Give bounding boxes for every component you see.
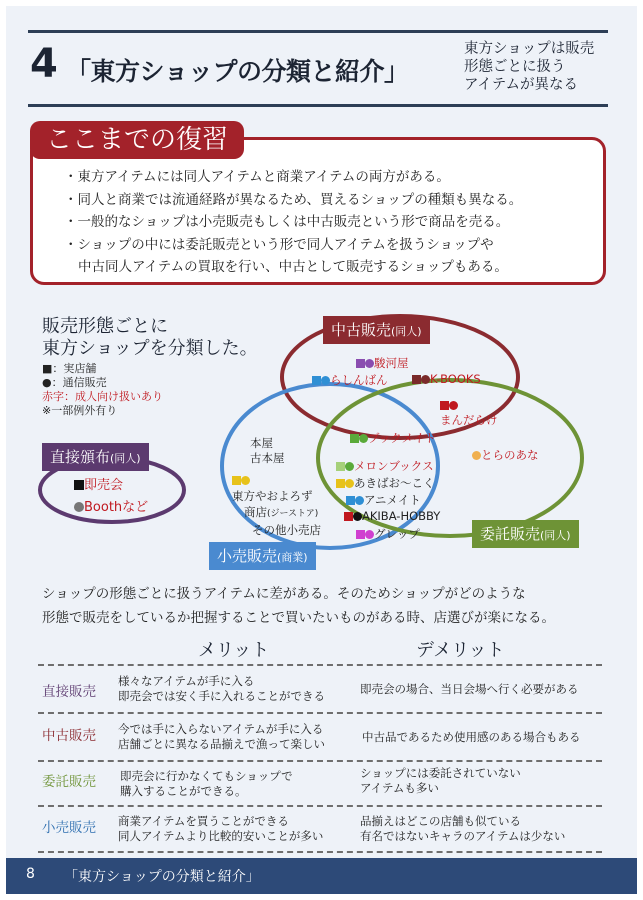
store-square-icon xyxy=(356,359,365,368)
merit-consign: 即売会に行かなくてもショップで 購入することができる。 xyxy=(120,769,293,798)
review-title: ここまでの復習 xyxy=(30,121,244,159)
table-divider xyxy=(38,805,602,807)
shop-melonbooks: メロンブックス xyxy=(336,458,434,474)
mail-circle-icon xyxy=(472,451,481,460)
shop-bookmate: ブックメイト xyxy=(350,430,436,446)
store-square-icon xyxy=(312,376,321,385)
shop-akibaokoku: あきばお～こく xyxy=(336,475,435,491)
review-item: 中古同人アイテムの買取を行い、中古として販売するショップもある。 xyxy=(78,259,508,275)
footer-title: 「東方ショップの分類と紹介」 xyxy=(64,869,260,885)
store-square-icon xyxy=(344,512,353,521)
row-label-retail: 小売販売 xyxy=(42,820,96,836)
row-label-used: 中古販売 xyxy=(42,728,96,744)
shop-toranoana: とらのあな xyxy=(472,447,539,463)
legend-mail: ●：通信販売 xyxy=(42,376,107,389)
review-item: ・同人と商業では流通経路が異なるため、買えるショップの種類も異なる。 xyxy=(64,191,523,208)
header-bottom-rule xyxy=(28,104,608,107)
page-number: 8 xyxy=(26,866,35,882)
review-list xyxy=(64,166,522,279)
store-square-icon xyxy=(440,401,449,410)
mail-circle-icon xyxy=(365,530,374,539)
review-item: ・東方アイテムには同人アイテムと商業アイテムの両方がある。 xyxy=(64,169,450,185)
header-top-rule xyxy=(28,30,608,33)
chapter-subtitle: 東方ショップは販売 形態ごとに扱う アイテムが異なる xyxy=(464,41,595,93)
store-square-icon xyxy=(336,462,345,471)
demerit-header: デメリット xyxy=(416,640,505,661)
store-square-icon xyxy=(336,479,345,488)
store-square-icon xyxy=(356,530,365,539)
mail-circle-icon xyxy=(365,359,374,368)
review-item: ・一般的なショップは小売販売もしくは中古販売という形で商品を売る。 xyxy=(64,214,510,230)
chapter-title: 「東方ショップの分類と紹介」 xyxy=(66,57,409,86)
shop-yaoyorozu: 東方やおよろず 商店(ジーストア) その他小売店 xyxy=(232,472,321,538)
mail-circle-icon xyxy=(355,496,364,505)
store-square-icon xyxy=(74,480,84,490)
direct-items: 即売会 Boothなど xyxy=(74,475,148,519)
mail-circle-icon xyxy=(74,502,84,512)
tag-used: 中古販売(同人) xyxy=(323,316,430,344)
mail-circle-icon xyxy=(421,375,430,384)
venn-diagram xyxy=(0,300,643,590)
mail-circle-icon xyxy=(353,512,362,521)
mail-circle-icon xyxy=(241,476,250,485)
store-square-icon xyxy=(232,476,241,485)
tag-direct: 直接頒布(同人) xyxy=(42,443,149,471)
classification-heading: 販売形態ごとに 東方ショップを分類した。 xyxy=(42,316,258,359)
table-divider xyxy=(38,712,602,714)
shop-mandarake: まんだらけ xyxy=(440,398,498,428)
mail-circle-icon xyxy=(345,462,354,471)
merit-used: 今では手に入らないアイテムが手に入る 店舗ごとに異なる品揃えで漁って楽しい xyxy=(118,722,325,751)
review-item: ・ショップの中には委託販売という形で同人アイテムを扱うショップや xyxy=(64,236,494,253)
row-label-consign: 委託販売 xyxy=(42,774,96,790)
legend-store: ■：実店舗 xyxy=(42,362,97,375)
shop-rashinban: らしんばん xyxy=(312,372,388,388)
row-label-direct: 直接販売 xyxy=(42,684,96,700)
store-square-icon xyxy=(346,496,355,505)
mail-circle-icon xyxy=(359,434,368,443)
store-square-icon xyxy=(350,434,359,443)
summary-paragraph: ショップの形態ごとに扱うアイテムに差がある。そのためショップがどのような 形態で販売をしているか把握することで買いたいものがある時、店選びが楽になる。 xyxy=(42,586,555,626)
table-divider xyxy=(38,664,602,666)
page-footer xyxy=(6,858,637,894)
legend-note: ※一部例外有り xyxy=(42,404,118,417)
shop-animate: アニメイト xyxy=(346,492,421,508)
merit-retail: 商業アイテムを買うことができる 同人アイテムより比較的安いことが多い xyxy=(118,814,324,843)
demerit-used: 中古品であるため使用感のある場合もある xyxy=(362,730,581,744)
shop-gurepu: グレップ xyxy=(356,526,420,542)
store-square-icon xyxy=(412,375,421,384)
shop-bookstores: 本屋 古本屋 xyxy=(250,436,285,465)
shop-akibahobby: AKIBA-HOBBY xyxy=(344,509,440,523)
demerit-consign: ショップには委託されていない アイテムも多い xyxy=(360,766,521,795)
shop-surugaya: 駿河屋 xyxy=(356,355,409,371)
demerit-direct: 即売会の場合、当日会場へ行く必要がある xyxy=(360,682,579,696)
tag-retail: 小売販売(商業) xyxy=(209,542,316,570)
mail-circle-icon xyxy=(321,376,330,385)
table-divider xyxy=(38,851,602,853)
table-divider xyxy=(38,760,602,762)
demerit-retail: 品揃えはどこの店舗も似ている 有名ではないキャラのアイテムは少ない xyxy=(360,814,566,843)
tag-consign: 委託販売(同人) xyxy=(472,520,579,548)
mail-circle-icon xyxy=(345,479,354,488)
legend-adult: 赤字：成人向け扱いあり xyxy=(42,390,163,403)
shop-kbooks: K-BOOKS xyxy=(412,372,481,386)
mail-circle-icon xyxy=(449,401,458,410)
chapter-number: 4 xyxy=(30,41,58,87)
merit-header: メリット xyxy=(198,640,270,661)
merit-direct: 様々なアイテムが手に入る 即売会では安く手に入れることができる xyxy=(118,674,325,703)
